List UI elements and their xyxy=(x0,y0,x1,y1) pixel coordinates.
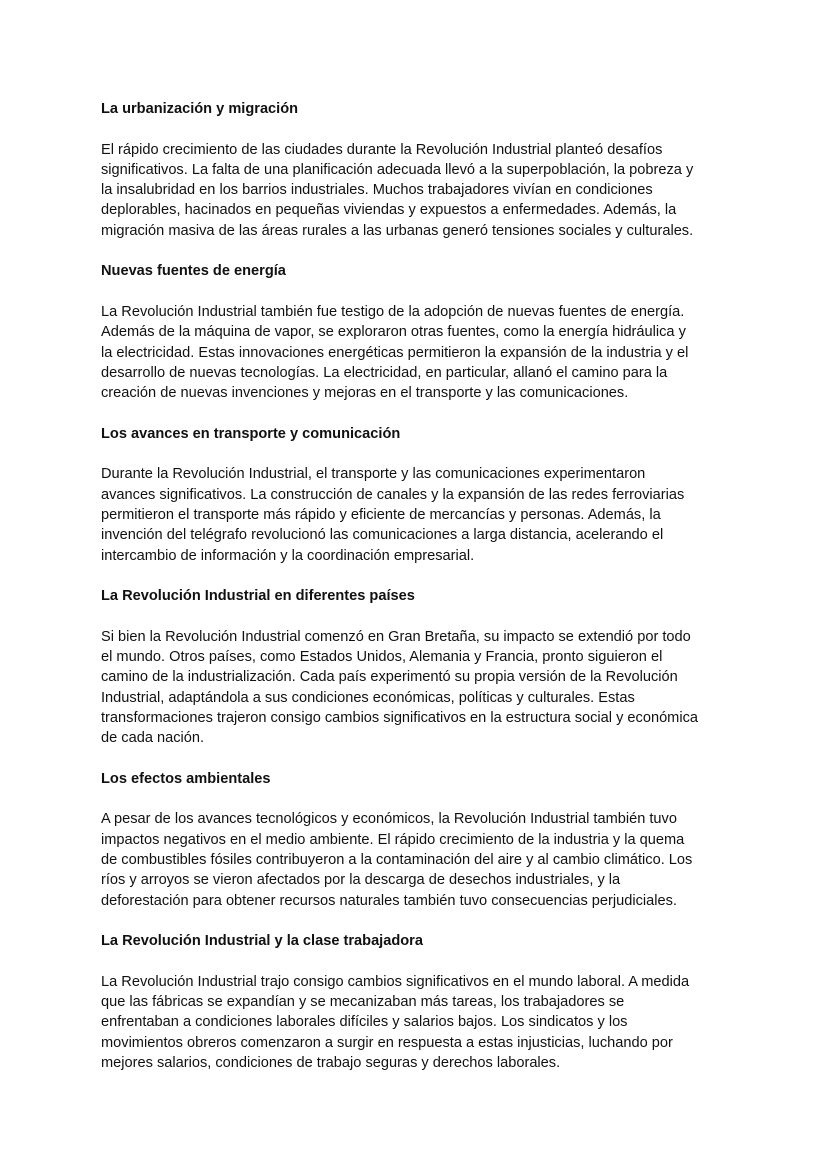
paragraph-line: que las fábricas se expandían y se mecanizaban más tareas, los trabajadores se xyxy=(101,994,625,1011)
paragraph-line: Además de la máquina de vapor, se exploraron otras fuentes, como la energía hidráulica y xyxy=(101,324,686,341)
paragraph-line: intercambio de información y la coordinación empresarial. xyxy=(101,547,475,564)
paragraph-line: ríos y arroyos se vieron afectados por la descarga de desechos industriales, y la xyxy=(101,872,621,889)
paragraph-line: mejores salarios, condiciones de trabajo seguras y derechos laborales. xyxy=(101,1054,561,1071)
paragraph-line: deplorables, hacinados en pequeñas viviendas y expuestos a enfermedades. Además, la xyxy=(101,202,677,219)
section-heading: Los avances en transporte y comunicación xyxy=(101,425,401,442)
section-paragraph xyxy=(101,302,729,403)
paragraph-line: invención del telégrafo revolucionó las comunicaciones a larga distancia, acelerando el xyxy=(101,527,664,544)
section-paragraph xyxy=(101,809,729,910)
paragraph-line: migración masiva de las áreas rurales a las urbanas generó tensiones sociales y culturales. xyxy=(101,222,694,239)
paragraph-line: desarrollo de nuevas tecnologías. La electricidad, en particular, allanó el camino para la xyxy=(101,364,668,381)
section-heading: La Revolución Industrial y la clase trabajadora xyxy=(101,933,423,950)
paragraph-line: impactos negativos en el medio ambiente. El rápido crecimiento de la industria y la quema xyxy=(101,831,685,848)
section-heading: La urbanización y migración xyxy=(101,101,299,117)
paragraph-line: la electricidad. Estas innovaciones energéticas permitieron la expansión de la industria y el xyxy=(101,344,689,361)
document-page xyxy=(101,99,729,1094)
section-transporte xyxy=(101,424,729,566)
paragraph-line: Si bien la Revolución Industrial comenzó en Gran Bretaña, su impacto se extendió por todo xyxy=(101,628,691,645)
section-paragraph xyxy=(101,140,729,241)
paragraph-line: permitieron el transporte más rápido y eficiente de mercancías y personas. Además, la xyxy=(101,506,661,523)
paragraph-line: Industrial, adaptándola a sus condiciones económicas, políticas y culturales. Estas xyxy=(101,689,635,706)
section-heading: La Revolución Industrial en diferentes países xyxy=(101,588,415,605)
paragraph-line: movimientos obreros comenzaron a surgir en respuesta a estas injusticias, luchando por xyxy=(101,1034,673,1051)
section-paragraph xyxy=(101,464,729,565)
paragraph-line: camino de la industrialización. Cada país experimentó su propia versión de la Revolución xyxy=(101,669,678,686)
paragraph-line: El rápido crecimiento de las ciudades durante la Revolución Industrial planteó desafíos xyxy=(101,141,663,158)
paragraph-line: el mundo. Otros países, como Estados Unidos, Alemania y Francia, pronto siguieron el xyxy=(101,649,663,666)
paragraph-line: enfrentaban a condiciones laborales difíciles y salarios bajos. Los sindicatos y los xyxy=(101,1014,628,1031)
section-paragraph xyxy=(101,972,729,1073)
section-energia xyxy=(101,261,729,403)
section-paragraph xyxy=(101,627,729,749)
section-paises xyxy=(101,586,729,748)
paragraph-line: deforestación para obtener recursos naturales también tuvo consecuencias perjudiciales. xyxy=(101,892,677,909)
paragraph-line: La Revolución Industrial trajo consigo cambios significativos en el mundo laboral. A medida xyxy=(101,973,690,990)
section-clase-trabajadora xyxy=(101,931,729,1073)
section-urbanizacion xyxy=(101,99,729,241)
section-heading: Los efectos ambientales xyxy=(101,770,271,787)
paragraph-line: A pesar de los avances tecnológicos y económicos, la Revolución Industrial también tuvo xyxy=(101,811,677,828)
paragraph-line: de cada nación. xyxy=(101,730,205,747)
paragraph-line: transformaciones trajeron consigo cambios significativos en la estructura social y económica xyxy=(101,709,698,726)
paragraph-line: Durante la Revolución Industrial, el transporte y las comunicaciones experimentaron xyxy=(101,466,646,483)
paragraph-line: La Revolución Industrial también fue testigo de la adopción de nuevas fuentes de energía. xyxy=(101,303,685,320)
section-heading: Nuevas fuentes de energía xyxy=(101,263,286,280)
paragraph-line: la insalubridad en los barrios industriales. Muchos trabajadores vivían en condiciones xyxy=(101,182,653,199)
paragraph-line: creación de nuevas invenciones y mejoras en el transporte y las comunicaciones. xyxy=(101,385,629,402)
paragraph-line: de combustibles fósiles contribuyeron a la contaminación del aire y al cambio climático. Los xyxy=(101,851,693,868)
paragraph-line: avances significativos. La construcción de canales y la expansión de las redes ferroviarias xyxy=(101,486,685,503)
paragraph-line: significativos. La falta de una planificación adecuada llevó a la superpoblación, la pobreza y xyxy=(101,161,694,178)
section-ambientales xyxy=(101,769,729,911)
